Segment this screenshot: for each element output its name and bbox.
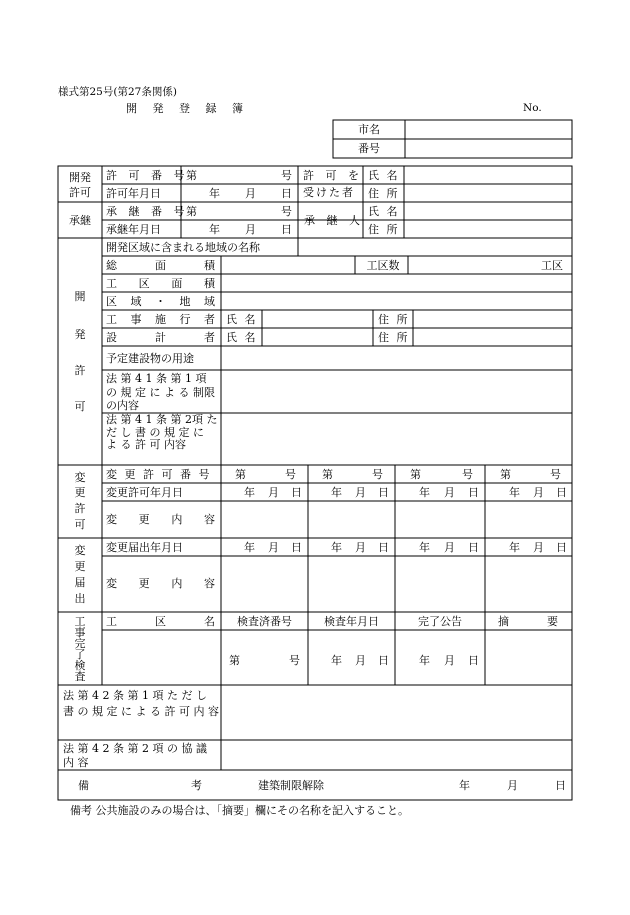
- inspection-section-char-6: 査: [74, 670, 86, 683]
- release-date-year: 年: [459, 779, 470, 792]
- change-notice-date-3-month: 月: [444, 541, 455, 554]
- change-notice-content-label: [106, 577, 215, 590]
- change-notice-section-char-2: 更: [74, 560, 86, 573]
- contractor-char-5: 者: [204, 313, 215, 326]
- change-notice-date-2-day: 日: [378, 541, 389, 554]
- succession-address-label: 住 所: [368, 223, 400, 236]
- change-permit-number-label: 変 更 許 可 番 号: [106, 468, 212, 481]
- city-label: 市名: [358, 123, 380, 136]
- change-permit-date-3-month: 月: [444, 486, 455, 499]
- inspection-date-month: 月: [355, 654, 366, 667]
- art41-1-label: 法 第 4 1 条 第 1 項 の 規 定 に よ る 制限の内容: [106, 372, 215, 412]
- succession-number-dai: 第: [186, 205, 197, 218]
- total-area-label: [106, 259, 215, 272]
- footnote: 備考 公共施設のみの場合は、「摘要」欄にその名称を記入すること。: [70, 804, 409, 817]
- art42-2-label: 法 第 4 2 条 第 2 項 の 協 議 内 容: [63, 742, 207, 769]
- work-area-name-char-2: 区: [155, 615, 166, 628]
- development-section-char-2: 発: [74, 328, 86, 341]
- change-notice-date-4-month: 月: [533, 541, 544, 554]
- change-notice-content-char-1: 変: [106, 577, 117, 590]
- permit-number-dai: 第: [186, 169, 197, 182]
- change-permit-date-4-month: 月: [533, 486, 544, 499]
- total-area-char-1: 総: [106, 259, 117, 272]
- succession-person-label: 承 継 人: [304, 214, 364, 227]
- zone-char-1: 区: [106, 295, 117, 308]
- total-area-char-2: 面: [155, 259, 166, 272]
- change-permit-content-label: [106, 513, 215, 526]
- change-permit-number-1-go: 号: [285, 468, 296, 481]
- change-notice-date-2-month: 月: [355, 541, 366, 554]
- succession-date-month: 月: [245, 223, 256, 236]
- change-notice-date-label: 変更届出年月日: [106, 541, 183, 554]
- change-notice-date-4-day: 日: [556, 541, 567, 554]
- permit-name-label: 氏 名: [368, 169, 400, 182]
- change-permit-date-label: 変更許可年月日: [106, 486, 183, 499]
- change-permit-section-char-3: 許: [74, 502, 86, 515]
- change-notice-content-char-2: 更: [138, 577, 150, 590]
- change-notice-date-1-month: 月: [268, 541, 279, 554]
- remarks-char-2: 考: [191, 779, 202, 792]
- zone-char-3: ・: [155, 295, 166, 308]
- work-area-name-char-3: 名: [204, 615, 215, 628]
- total-area-char-3: 積: [204, 259, 215, 272]
- change-permit-date-1-day: 日: [291, 486, 302, 499]
- zone-char-5: 域: [204, 295, 215, 308]
- no-label: No.: [523, 102, 542, 114]
- change-notice-section-char-4: 出: [74, 592, 86, 605]
- change-permit-date-3-year: 年: [419, 486, 430, 499]
- change-permit-number-3-go: 号: [462, 468, 473, 481]
- designer-char-3: 者: [204, 331, 215, 344]
- completion-date-month: 月: [444, 654, 455, 667]
- change-permit-number-4-go: 号: [550, 468, 561, 481]
- contractor-char-2: 事: [130, 313, 142, 326]
- release-date-month: 月: [507, 779, 518, 792]
- designer-name-label: 氏 名: [226, 331, 258, 344]
- change-notice-date-2-year: 年: [331, 541, 342, 554]
- work-area-count-label: 工区数: [366, 259, 400, 272]
- change-permit-number-2-dai: 第: [322, 468, 333, 481]
- contractor-char-1: 工: [106, 313, 117, 326]
- development-section-char-4: 可: [74, 400, 86, 413]
- change-permit-date-4-day: 日: [556, 486, 567, 499]
- contractor-name-label: 氏 名: [226, 313, 258, 326]
- designer-char-1: 設: [106, 331, 117, 344]
- change-permit-date-2-day: 日: [378, 486, 389, 499]
- number-label: 番号: [358, 142, 380, 155]
- change-permit-date-1-month: 月: [268, 486, 279, 499]
- work-area-label: [106, 277, 215, 290]
- change-permit-number-2-go: 号: [372, 468, 383, 481]
- contractor-label: [106, 313, 215, 326]
- completion-notice-label: 完了公告: [418, 615, 462, 628]
- change-notice-content-char-4: 容: [203, 577, 215, 590]
- designer-label: [106, 331, 215, 344]
- change-permit-content-char-3: 内: [171, 513, 183, 526]
- form-number: 様式第25号(第27条関係): [58, 86, 177, 98]
- designer-address-label: 住 所: [378, 331, 410, 344]
- work-area-name-char-1: 工: [106, 615, 117, 628]
- permit-date-year: 年: [209, 187, 220, 200]
- inspected-number-go: 号: [289, 654, 300, 667]
- succession-date-label: 承継年月日: [106, 223, 161, 236]
- change-permit-date-1-year: 年: [244, 486, 255, 499]
- inspection-section-char-1: 工: [74, 615, 86, 628]
- summary-label: [498, 615, 558, 628]
- change-permit-date-2-year: 年: [331, 486, 342, 499]
- succession-number-label: 承 継 番 号: [106, 205, 189, 218]
- permit-date-day: 日: [281, 187, 292, 200]
- restriction-release-label: 建築制限解除: [258, 779, 324, 792]
- change-permit-section-char-1: 変: [74, 471, 86, 484]
- change-permit-content-char-2: 更: [138, 513, 150, 526]
- inspection-section-char-5: 検: [74, 659, 86, 672]
- remarks-label: [78, 779, 202, 792]
- change-permit-date-3-day: 日: [468, 486, 479, 499]
- inspected-number-dai: 第: [229, 654, 240, 667]
- art42-1-label: 法 第 4 2 条 第 1 項 た だ し 書 の 規 定 に よ る 許 可 内 容: [63, 689, 219, 718]
- area-names-label: 開発区域に含まれる地域の名称: [106, 241, 260, 254]
- change-permit-date-2-month: 月: [355, 486, 366, 499]
- inspection-section-char-4: 了: [74, 648, 86, 661]
- change-permit-section-char-4: 可: [74, 518, 86, 531]
- succession-name-label: 氏 名: [368, 205, 400, 218]
- change-notice-date-3-year: 年: [419, 541, 430, 554]
- change-permit-content-char-1: 変: [106, 513, 117, 526]
- completion-date-day: 日: [468, 654, 479, 667]
- permit-receiver-label-line2: 受けた者: [303, 186, 355, 199]
- change-notice-date-4-year: 年: [509, 541, 520, 554]
- succession-date-year: 年: [209, 223, 220, 236]
- contractor-address-label: 住 所: [378, 313, 410, 326]
- building-use-label: 予定建設物の用途: [106, 352, 194, 365]
- contractor-char-3: 施: [155, 313, 166, 326]
- zone-char-2: 域: [130, 295, 142, 308]
- work-area-name-label: [106, 615, 215, 628]
- change-permit-section-char-2: 更: [74, 486, 86, 499]
- succession-number-go: 号: [281, 205, 292, 218]
- work-area-char-2: 区: [138, 277, 150, 290]
- permit-number-go: 号: [281, 169, 292, 182]
- permit-receiver-label-line1: 許 可 を: [303, 169, 363, 182]
- zone-label: [106, 295, 215, 308]
- change-notice-date-3-day: 日: [468, 541, 479, 554]
- development-section-char-3: 許: [74, 364, 86, 377]
- change-permit-number-4-dai: 第: [500, 468, 511, 481]
- work-area-char-4: 積: [203, 277, 215, 290]
- completion-date-year: 年: [419, 654, 430, 667]
- permit-section-label-line2: 許可: [69, 186, 91, 199]
- change-notice-date-1-year: 年: [244, 541, 255, 554]
- inspection-date-day: 日: [378, 654, 389, 667]
- succession-section-label: 承継: [69, 214, 91, 227]
- summary-char-2: 要: [547, 615, 558, 628]
- work-area-unit: 工区: [541, 259, 563, 272]
- permit-date-label: 許可年月日: [106, 187, 161, 200]
- change-permit-content-char-4: 容: [203, 513, 215, 526]
- succession-date-day: 日: [281, 223, 292, 236]
- change-notice-section-char-3: 届: [74, 576, 86, 589]
- inspection-date-year: 年: [331, 654, 342, 667]
- zone-char-4: 地: [179, 295, 191, 308]
- change-notice-date-1-day: 日: [291, 541, 302, 554]
- remarks-char-1: 備: [78, 779, 89, 792]
- development-section-char-1: 開: [74, 290, 86, 303]
- change-notice-content-char-3: 内: [171, 577, 183, 590]
- inspected-number-label: 検査済番号: [237, 615, 292, 628]
- inspection-section-char-3: 完: [74, 637, 86, 650]
- inspection-section-char-2: 事: [74, 626, 86, 639]
- change-permit-date-4-year: 年: [509, 486, 520, 499]
- permit-number-label: 許 可 番 号: [106, 169, 189, 182]
- release-date-day: 日: [555, 779, 566, 792]
- inspection-date-label: 検査年月日: [324, 615, 379, 628]
- designer-char-2: 計: [155, 331, 166, 344]
- work-area-char-3: 面: [171, 277, 183, 290]
- work-area-char-1: 工: [106, 277, 117, 290]
- change-notice-section-char-1: 変: [74, 544, 86, 557]
- change-permit-number-1-dai: 第: [235, 468, 246, 481]
- summary-char-1: 摘: [498, 615, 509, 628]
- contractor-char-4: 行: [179, 313, 191, 326]
- permit-address-label: 住 所: [368, 187, 400, 200]
- permit-section-label-line1: 開発: [69, 171, 91, 184]
- page-title: 開 発 登 録 簿: [126, 102, 249, 115]
- change-permit-number-3-dai: 第: [410, 468, 421, 481]
- art41-2-label: 法 第 4 1 条 第 2項 た だ し 書 の 規 定 に よ る 許 可 内容: [106, 413, 218, 451]
- permit-date-month: 月: [245, 187, 256, 200]
